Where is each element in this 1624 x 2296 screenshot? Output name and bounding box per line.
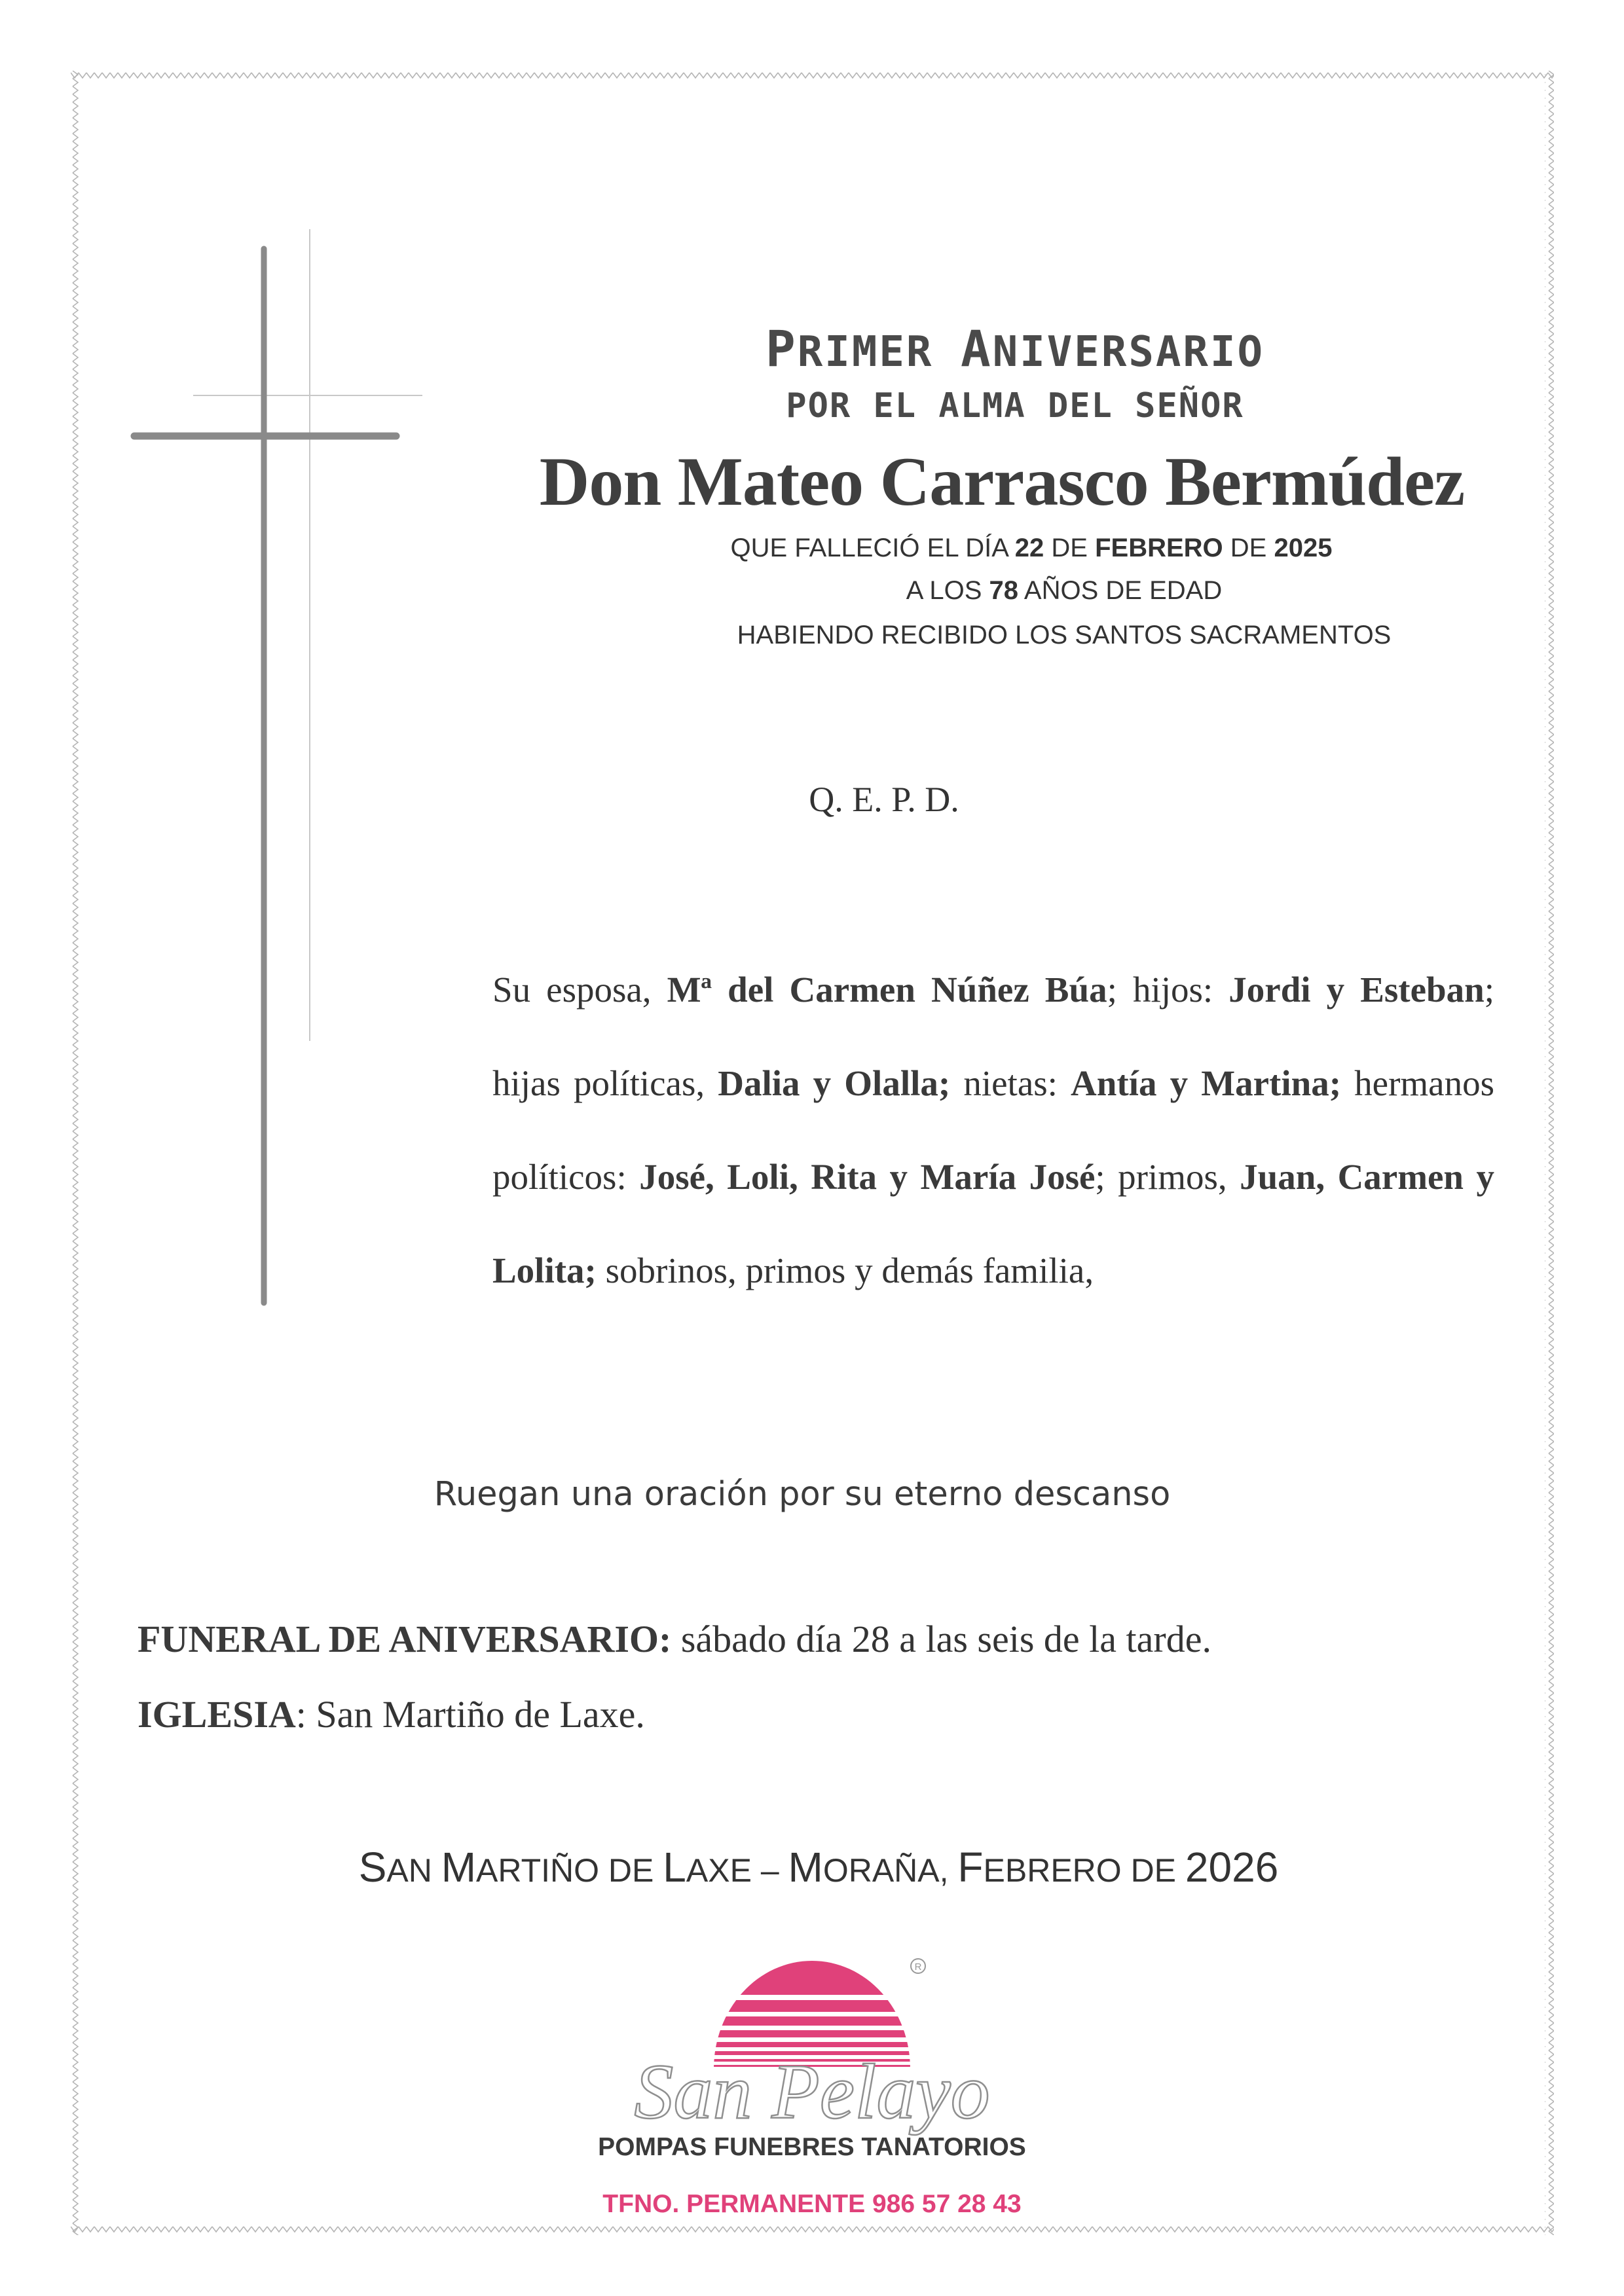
death-date-line: QUE FALLECIÓ EL DÍA 22 DE FEBRERO DE 2025 <box>730 534 1333 562</box>
company-name: POMPAS FUNEBRES TANATORIOS <box>598 2133 1026 2161</box>
phone-number: TFNO. PERMANENTE 986 57 28 43 <box>602 2190 1022 2218</box>
subtitle: POR EL ALMA DEL SEÑOR <box>786 386 1244 426</box>
place-date: SAN MARTIÑO DE LAXE – MORAÑA, FEBRERO DE 2026 <box>358 1844 1279 1891</box>
prayer-request: Ruegan una oración por su eterno descanso <box>434 1475 1171 1514</box>
age-line: A LOS 78 AÑOS DE EDAD <box>906 576 1223 605</box>
church-line: IGLESIA: San Martiño de Laxe. <box>138 1693 645 1736</box>
family-paragraph: Su esposa, Mª del Carmen Núñez Búa; hijos: Jordi y Esteban; hijas políticas, Dalia y Olalla; nietas: Antía y Martina; hermanos políticos: José, Loli, Rita y María José; primos, Juan, Carmen y Lolita; sobrinos, primos y demás familia, <box>492 970 1495 1290</box>
deceased-name: Don Mateo Carrasco Bermúdez <box>539 443 1465 520</box>
sacraments-line: HABIENDO RECIBIDO LOS SANTOS SACRAMENTOS <box>737 621 1392 649</box>
svg-text:San Pelayo: San Pelayo <box>634 2048 990 2135</box>
heading-first-anniversary: PRIMER ANIVERSARIO <box>765 319 1265 378</box>
funeral-line: FUNERAL DE ANIVERSARIO: sábado día 28 a las seis de la tarde. <box>138 1618 1211 1660</box>
svg-text:R: R <box>914 1961 922 1973</box>
cross-icon <box>128 229 429 1303</box>
san-pelayo-logo <box>634 1948 990 2157</box>
qepd: Q. E. P. D. <box>809 780 959 819</box>
